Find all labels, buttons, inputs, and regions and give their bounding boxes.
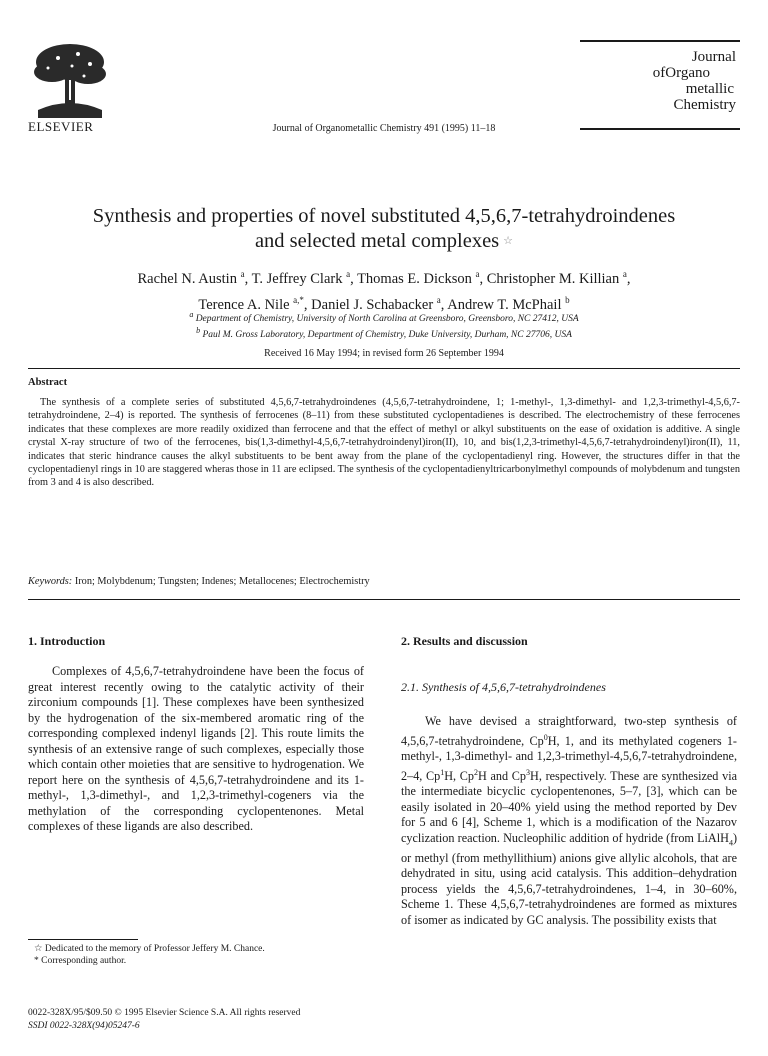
affiliation	[40, 309, 728, 325]
title-line-2	[40, 229, 728, 254]
superscript: 1	[440, 767, 445, 777]
author-name: Daniel J. Schabacker	[311, 296, 434, 313]
article-title	[40, 204, 728, 254]
subsection-heading: 2.1. Synthesis of 4,5,6,7-tetrahydroindenes	[401, 680, 606, 694]
abstract-text: The synthesis of a complete series of substituted 4,5,6,7-tetrahydroindenes (4,5,6,7-tetrahydroindene, 1; 1-methyl-, 1,3-dimethyl- and 1,2,3-trimethyl-4,5,6,7-tetrahydroindene, 2–4) is reported. The synthesis of ferrocenes (8–11) from these substituted cyclopentadienes is described. The electrochemistry of these ferrocenes indicates that these complexes are more readily oxidized than ferrocene and that the effect of methyl or alkyl substituents on the ease of oxidation is additive. A single crystal X-ray structure of two of the ferrocenes, bis(1,3-dimethyl-4,5,6,7-tetrahydroindenyl)iron(II), 10, and bis(1,2,3-trimethyl-4,5,6,7-tetrahydroindenyl)iron(II), 11, indicates that steric hindrance causes the alkyl substituents to be bent away from the plane of the cyclopentadienyl ring. However, the structures differ in that the cyclopentadienyl rings in 10 are staggered wheras those in 11 are eclipsed. The synthesis of the cyclopentadienyltricarbonylmethyl compounds of molybdenum and tungsten from 3 and 4 is also described.	[28, 397, 741, 489]
author-name: Thomas E. Dickson	[357, 270, 472, 287]
affiliation-mark: a,*	[293, 294, 304, 305]
affiliation-mark: a	[475, 269, 480, 279]
journal-logo-rule-top	[580, 40, 740, 42]
section-heading: 2. Results and discussion	[401, 634, 528, 648]
copyright-block	[28, 1007, 300, 1032]
affiliation-text: Paul M. Gross Laboratory, Department of Chemistry, Duke University, Durham, NC 27706, USA	[202, 330, 572, 341]
footnote-text: Corresponding author.	[41, 956, 127, 966]
text-run: We have devised a straightforward, two-step synthesis of 4,5,6,7-tetrahydroindene, Cp	[401, 714, 737, 748]
superscript: 3	[526, 767, 531, 777]
footnote-mark: ☆	[34, 944, 43, 954]
text-run: H, respectively. These are synthesized via the intermediate bicyclic cyclopentenones, 5–7, [3], which can be easily isolated in 20–40% yield using the method reported by Dev for 5 and 6 [4], Scheme 1, which is a modification of the Nazarov cyclization reaction. Nucleophilic addition of hydride (from LiAlH	[401, 768, 737, 845]
author-name: Christopher M. Killian	[486, 270, 620, 287]
superscript: 2	[474, 767, 479, 777]
journal-logo-line: Chemistry	[673, 97, 736, 113]
affiliation	[40, 325, 728, 341]
author-list	[40, 264, 728, 316]
intro-paragraph: Complexes of 4,5,6,7-tetrahydroindene have been the focus of great interest recently owing to the catalytic activity of their zirconium compounds [1]. These complexes have been synthesized by the hydrogenation of the six-membered aromatic ring of the corresponding complexed indenyl ligands [2]. This route limits the synthesis of an extensive range of such complexes, especially those which contain other moieties that are sensitive to hydrogenation. We report here on the synthesis of 4,5,6,7-tetrahydroindene and its 1-methyl-, 1,3-dimethyl-, and 1,2,3-trimethyl-cogeners via the methylation of the corresponding cyclopentenones. Metal complexes of these ligands are also described.	[28, 664, 364, 833]
author-name: Rachel N. Austin	[137, 270, 237, 287]
keywords	[28, 576, 740, 587]
ssdi-line: SSDI 0022-328X(94)05247-6	[28, 1020, 140, 1031]
section-heading: 1. Introduction	[28, 634, 106, 648]
affiliation-mark: a	[189, 310, 194, 319]
footnote-mark: *	[34, 956, 39, 966]
keywords-text: Iron; Molybdenum; Tungsten; Indenes; Metallocenes; Electrochemistry	[74, 576, 370, 587]
title-line: and selected metal complexes	[254, 230, 500, 252]
affiliation-mark: a	[622, 269, 627, 279]
received-dates: Received 16 May 1994; in revised form 26 September 1994	[264, 348, 504, 359]
text-run: H, Cp	[444, 768, 475, 783]
publisher-name: ELSEVIER	[28, 119, 94, 134]
text-run: H and Cp	[478, 768, 527, 783]
author-line-1: Rachel N. Austin $^a$, T. Jeffrey Clark $^a$, Thomas E. Dickson $^a$, Christopher M. Killian $^a$,	[137, 269, 631, 287]
affiliations	[40, 309, 728, 341]
journal-logo-line: Journal	[691, 49, 736, 65]
text-run: ) or methyl (from methyllithium) anions give allylic alcohols, that are dehydrated in situ, using acid catalysis. This addition–dehydration process yields the 4,5,6,7-tetrahydroindenes, 1–4, in 30–60%, Scheme 1. These 4,5,6,7-tetrahydroindenes are formed as mixtures of isomer as indicated by GC analysis. The possibility exists that	[401, 830, 737, 927]
journal-logo-line: metallic	[685, 81, 734, 97]
footnote-rule	[28, 939, 138, 940]
abstract-heading: Abstract	[28, 377, 68, 388]
affiliation-mark: b	[196, 326, 201, 336]
footnote-text: Dedicated to the memory of Professor Jeffery M. Chance.	[44, 944, 265, 954]
dedication-mark: ☆	[503, 235, 514, 247]
affiliation-mark: b	[565, 294, 570, 305]
author-name: Andrew T. McPhail	[447, 296, 562, 313]
affiliation-mark: a	[346, 269, 351, 279]
author-line-2: Terence A. Nile $^{a,*}$, Daniel J. Schabacker $^a$, Andrew T. McPhail $^b$	[198, 294, 570, 313]
copyright-line: 0022-328X/95/$09.50 © 1995 Elsevier Science S.A. All rights reserved	[28, 1008, 301, 1018]
affiliation-mark: a	[240, 269, 245, 279]
keywords-label: Keywords:	[28, 576, 73, 587]
text-run: H, 1, and its methylated cogeners 1-methyl-, 1,3-dimethyl- and 1,2,3-trimethyl-4,5,6,7-tetrahydroindene, 2–4, Cp	[401, 733, 737, 783]
footnote	[34, 955, 364, 967]
superscript: 0	[543, 732, 548, 742]
elsevier-tree-logo	[28, 40, 112, 120]
rule-above-abstract	[28, 368, 740, 369]
journal-logo-rule-bottom	[580, 128, 740, 130]
affiliation-mark: a	[436, 294, 441, 305]
author-name: Terence A. Nile	[198, 296, 290, 313]
title-line: Synthesis and properties of novel substituted 4,5,6,7-tetrahydroindenes	[92, 205, 676, 227]
journal-logo	[580, 40, 740, 136]
affiliation-text: Department of Chemistry, University of North Carolina at Greensboro, Greensboro, NC 27412, USA	[195, 314, 579, 325]
subscript: 4	[728, 838, 733, 848]
author-name: T. Jeffrey Clark	[251, 270, 343, 287]
journal-citation: Journal of Organometallic Chemistry 491 (1995) 11–18	[272, 123, 496, 134]
rule-below-keywords	[28, 599, 740, 600]
results-paragraph	[401, 714, 737, 928]
footnotes	[34, 943, 364, 967]
journal-logo-line: ofOrgano	[652, 65, 710, 81]
footnote	[34, 943, 364, 955]
